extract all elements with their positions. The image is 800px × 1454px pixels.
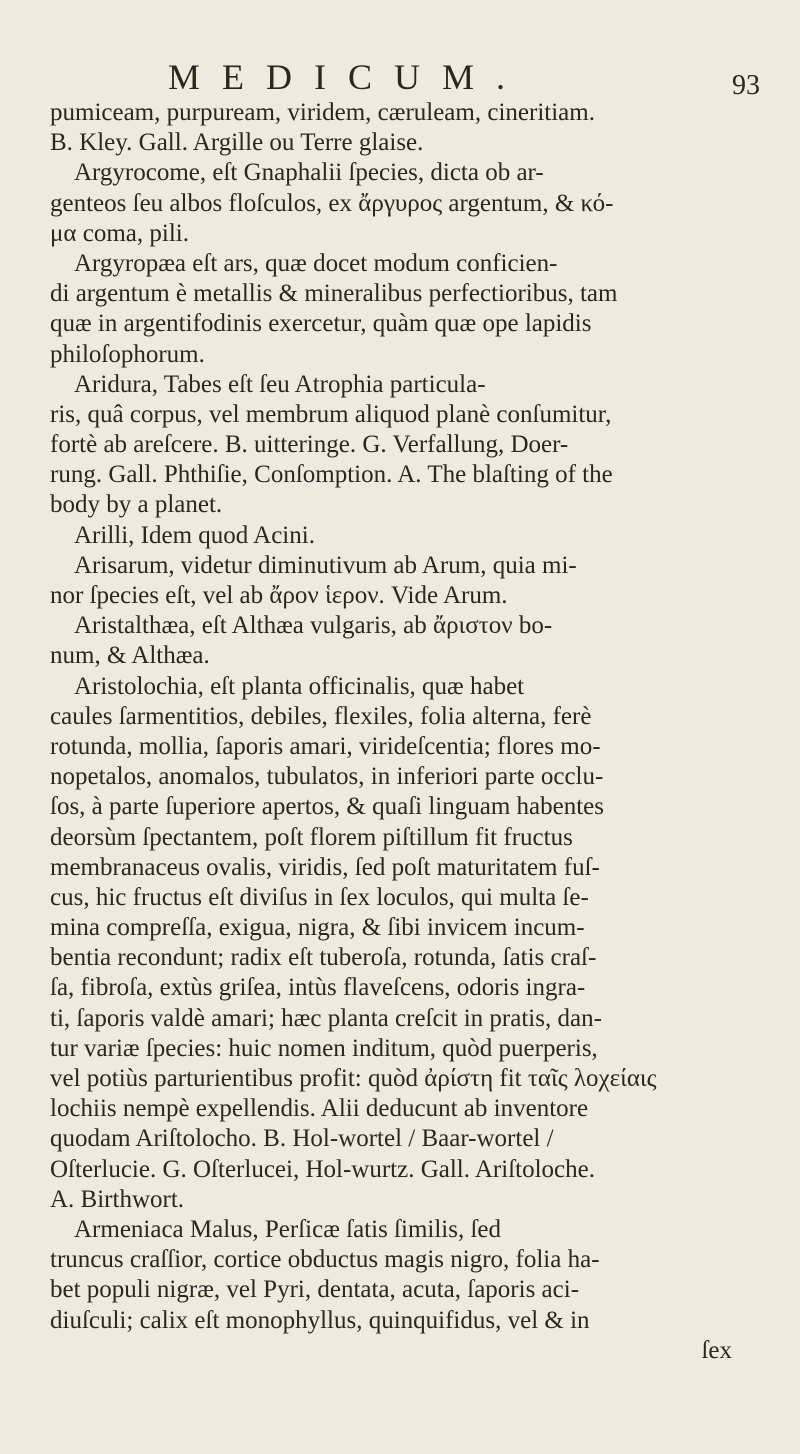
- text-line: truncus craſſior, cortice obductus magis nigro, folia ha-: [50, 1246, 600, 1274]
- text-line: quodam Ariſtolocho. B. Hol-wortel / Baar-wortel /: [50, 1125, 554, 1153]
- text-line: fortè ab areſcere. B. uitteringe. G. Verfallung, Doer-: [50, 431, 569, 459]
- text-line: Oſterlucie. G. Oſterlucei, Hol-wurtz. Gall. Ariſtoloche.: [50, 1155, 595, 1183]
- text-line: quæ in argentifodinis exercetur, quàm quæ ope lapidis: [50, 310, 592, 338]
- text-line: caules ſarmentitios, debiles, flexiles, folia alterna, ferè: [50, 702, 592, 730]
- text-line: lochiis nempè expellendis. Alii deducunt ab inventore: [50, 1095, 589, 1123]
- text-line: A. Birthwort.: [50, 1185, 185, 1213]
- entry-aristolochia: Aristolochia, eſt planta officinalis, quæ habet: [74, 672, 525, 700]
- text-line: pumiceam, purpuream, viridem, cæruleam, cineritiam.: [50, 99, 595, 126]
- text-line: ti, ſaporis valdè amari; hæc planta creſcit in pratis, dan-: [50, 1004, 602, 1032]
- text-line: diuſculi; calix eſt monophyllus, quinquifidus, vel & in: [50, 1306, 590, 1334]
- text-line: bet populi nigræ, vel Pyri, dentata, acuta, ſaporis aci-: [50, 1276, 580, 1304]
- text-line: nopetalos, anomalos, tubulatos, in inferiori parte occlu-: [50, 763, 604, 791]
- running-title: MEDICUM.: [168, 57, 528, 97]
- text-line: tur variæ ſpecies: huic nomen inditum, quòd puerperis,: [50, 1034, 598, 1062]
- text-line: rung. Gall. Phthiſie, Conſomption. A. The blaſting of the: [50, 461, 613, 489]
- entry-argyropaea: Argyropæa eſt ars, quæ docet modum conficien-: [74, 249, 558, 277]
- entry-arilli: Arilli, Idem quod Acini.: [74, 521, 315, 549]
- page-header: [0, 56, 800, 104]
- text-line: nor ſpecies eſt, vel ab ἄρον ἱερον. Vide Arum.: [50, 582, 508, 609]
- text-line: ris, quâ corpus, vel membrum aliquod planè conſumitur,: [50, 400, 612, 428]
- text-line: di argentum è metallis & mineralibus perfectioribus, tam: [50, 280, 618, 308]
- text-line: ſos, à parte ſuperiore apertos, & quaſi linguam habentes: [50, 793, 604, 821]
- entry-aridura: Aridura, Tabes eſt ſeu Atrophia particula-: [74, 370, 486, 398]
- entry-arisarum: Arisarum, videtur diminutivum ab Arum, quia mi-: [74, 551, 577, 579]
- text-line: bentia recondunt; radix eſt tuberoſa, rotunda, ſatis craſ-: [50, 944, 597, 972]
- entry-armeniaca-malus: Armeniaca Malus, Perſicæ ſatis ſimilis, ſed: [74, 1215, 502, 1243]
- text-line: μα coma, pili.: [50, 219, 189, 247]
- page-number: 93: [732, 70, 760, 101]
- text-line: rotunda, mollia, ſaporis amari, virideſcentia; flores mo-: [50, 732, 601, 760]
- text-line: philoſophorum.: [50, 340, 205, 368]
- text-line: B. Kley. Gall. Argille ou Terre glaise.: [50, 129, 424, 157]
- catchword: ſex: [701, 1336, 732, 1364]
- text-line: cus, hic fructus eſt diviſus in ſex loculos, qui multa ſe-: [50, 883, 589, 911]
- text-line: genteos ſeu albos floſculos, ex ἄργυρος argentum, & κό-: [50, 189, 614, 217]
- text-line: mina compreſſa, exigua, nigra, & ſibi invicem incum-: [50, 914, 585, 942]
- entry-aristalthaea: Aristalthæa, eſt Althæa vulgaris, ab ἄριστον bo-: [74, 612, 553, 640]
- body-text: [50, 98, 750, 1366]
- text-line: deorsùm ſpectantem, poſt florem piſtillum fit fructus: [50, 823, 573, 851]
- text-line: vel potiùs parturientibus profit: quòd ἀρίστη fit ταῖς λοχείαις: [50, 1065, 657, 1092]
- text-line: membranaceus ovalis, viridis, ſed poſt maturitatem fuſ-: [50, 853, 600, 881]
- text-line: ſa, fibroſa, extùs griſea, intùs flaveſcens, odoris ingra-: [50, 974, 586, 1002]
- entry-argyrocome: Argyrocome, eſt Gnaphalii ſpecies, dicta ob ar-: [74, 159, 544, 187]
- text-line: num, & Althæa.: [50, 642, 210, 670]
- text-line: body by a planet.: [50, 491, 223, 519]
